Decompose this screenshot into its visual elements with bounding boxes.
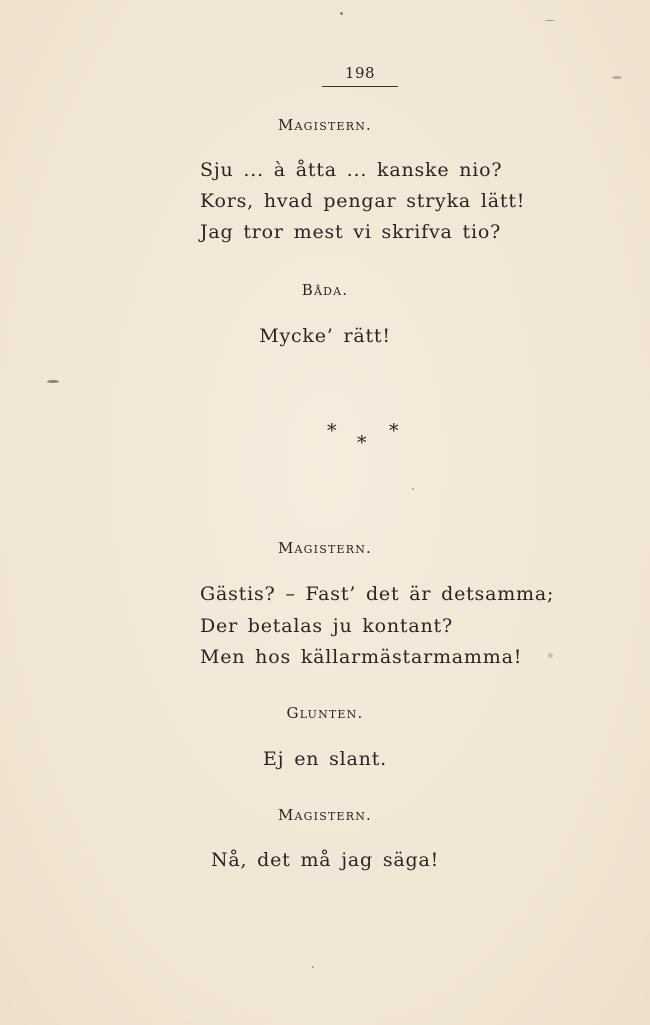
page-number-rule	[322, 86, 398, 87]
verse-line: Mycke’ rätt!	[259, 325, 391, 347]
verse-line: Nå, det må jag säga!	[210, 849, 440, 871]
verse-line: Ej en slant.	[263, 748, 387, 770]
speaker-magistern: Magistern.	[277, 539, 372, 557]
page-number: 198	[344, 64, 376, 82]
speaker-magistern: Magistern.	[277, 116, 372, 134]
paper-speck	[545, 20, 555, 21]
section-separator	[0, 420, 650, 460]
speaker-magistern: Magistern.	[277, 806, 372, 824]
paper-speck	[340, 12, 343, 15]
verse-line: Kors, hvad pengar stryka lätt!	[200, 190, 526, 212]
verse-line: Sju ... à åtta ... kanske nio?	[200, 159, 503, 181]
verse-line: Men hos källarmästarmamma!	[200, 646, 523, 668]
verse-line: Der betalas ju kontant?	[200, 615, 453, 637]
verse-line: Jag tror mest vi skrifva tio?	[200, 221, 502, 243]
paper-speck	[612, 76, 622, 79]
speaker-glunten: Glunten.	[286, 704, 364, 722]
paper-speck	[312, 966, 314, 968]
paper-speck	[47, 380, 59, 383]
asterisk: *	[389, 420, 399, 442]
asterisk: *	[357, 432, 367, 454]
verse-line: Gästis? – Fast’ det är detsamma;	[200, 583, 555, 605]
paper-speck	[548, 653, 553, 658]
speaker-bada: Båda.	[301, 281, 349, 299]
paper-speck	[412, 488, 414, 490]
asterisk: *	[327, 420, 337, 442]
